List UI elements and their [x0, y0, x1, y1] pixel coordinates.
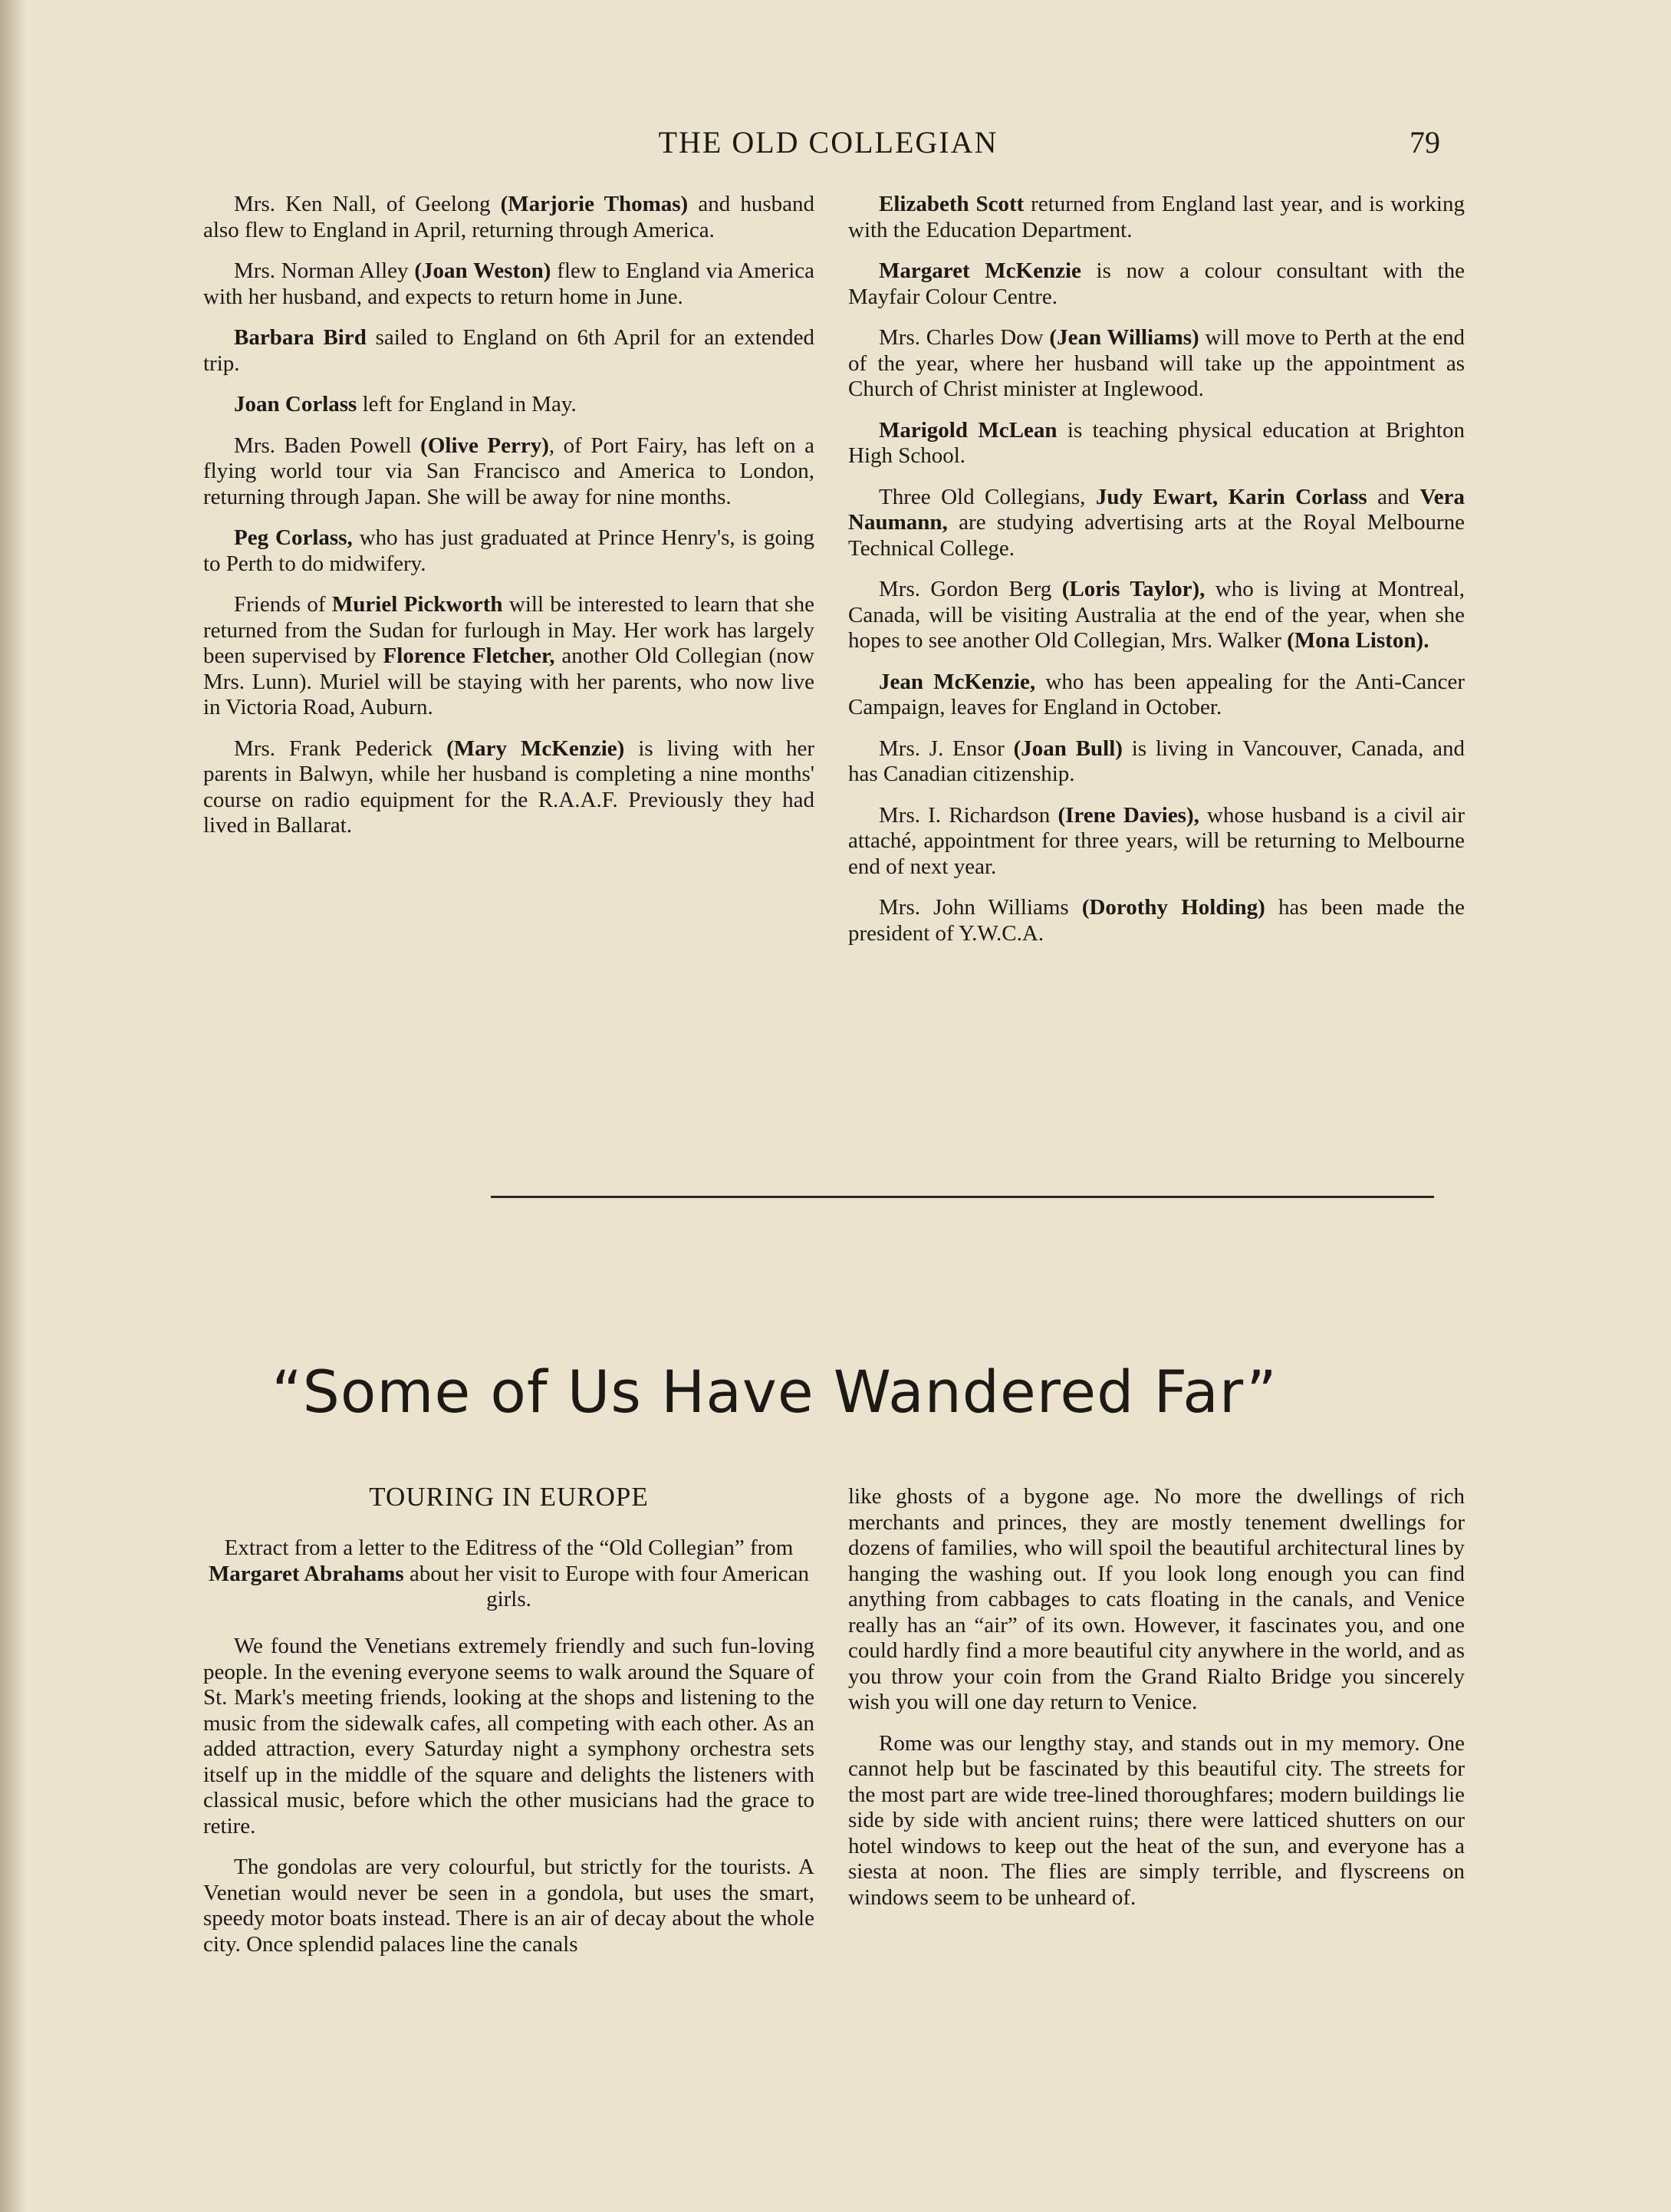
page-number: 79	[1409, 125, 1440, 160]
paragraph	[848, 418, 1465, 469]
name-highlight: Elizabeth Scott	[879, 192, 1025, 216]
text-run: , of Port Fairy, has left on a flying world tour via San Francisco and America to London, returning through Japan. She will be away for nine months.	[203, 433, 814, 509]
paragraph	[203, 736, 814, 839]
text-run: sailed to England on 6th April for an extended trip.	[203, 325, 814, 376]
name-highlight: Jean McKenzie,	[879, 669, 1036, 694]
name-highlight: Barbara Bird	[234, 325, 367, 350]
article-intro	[203, 1536, 814, 1613]
paragraph	[203, 192, 814, 243]
text-run: Mrs. Norman Alley	[234, 258, 415, 283]
paragraph	[203, 258, 814, 310]
paragraph	[848, 192, 1465, 243]
name-highlight: (Mary McKenzie)	[446, 736, 625, 761]
name-highlight: (Loris Taylor),	[1061, 577, 1206, 601]
name-highlight: (Olive Perry)	[420, 433, 549, 458]
name-highlight: (Joan Weston)	[414, 258, 551, 283]
text-run: and	[1367, 484, 1420, 509]
paragraph	[848, 325, 1465, 403]
text-run: Mrs. John Williams	[879, 895, 1082, 920]
text-run: is living with her parents in Balwyn, while her husband is completing a nine months' course on radio equipment for the R.A.A.F. Previously they had lived in Ballarat.	[203, 736, 814, 838]
name-highlight: Florence Fletcher,	[383, 644, 555, 668]
paragraph	[848, 895, 1465, 946]
text-run: Mrs. Ken Nall, of Geelong	[234, 192, 501, 216]
text-run: Mrs. Gordon Berg	[879, 577, 1062, 601]
name-highlight: (Mona Liston).	[1287, 628, 1429, 653]
text-run: We found the Venetians extremely friendly and such fun-loving people. In the evening everyone seems to walk around the Square of St. Mark's meeting friends, looking at the shops and listening to the music from the sidewalk cafes, all competing with each other. As an added attraction, every Saturday night a symphony orchestra sets itself up in the middle of the square and delights the listeners with classical music, before which the other musicians had the grace to retire.	[203, 1634, 814, 1838]
paragraph	[203, 325, 814, 377]
text-run: is living in Vancouver, Canada, and has Canadian citizenship.	[848, 736, 1465, 786]
paragraph	[203, 433, 814, 511]
name-highlight: Judy Ewart, Karin Corlass	[1095, 484, 1367, 509]
name-highlight: (Marjorie Thomas)	[500, 192, 689, 216]
text-run: Mrs. J. Ensor	[879, 736, 1014, 761]
text-run: Three Old Collegians,	[879, 484, 1096, 509]
article-subheading: TOURING IN EUROPE	[369, 1482, 649, 1512]
text-run: has been made the president of Y.W.C.A.	[848, 895, 1465, 946]
article-column-left	[203, 1634, 814, 1973]
name-highlight: (Jean Williams)	[1049, 325, 1199, 350]
text-run: left for England in May.	[357, 392, 577, 416]
name-highlight: Peg Corlass,	[234, 525, 353, 550]
text-run: like ghosts of a bygone age. No more the dwellings of rich merchants and princes, they are mostly tenement dwellings for dozens of families, who will spoil the beautiful architectural lines by hanging the washing out. If you look long enough you can find anything from cabbages to cats floating in the canals, and Venice really has an “air” of its own. However, it fascinates you, and one could hardly find a more beautiful city anywhere in the world, and as you throw your coin from the Grand Rialto Bridge you sincerely wish you will one day return to Venice.	[848, 1484, 1465, 1714]
section-divider	[491, 1196, 1434, 1198]
text-run: Mrs. Frank Pederick	[234, 736, 447, 761]
text-run: about her visit to Europe with four American girls.	[403, 1561, 810, 1611]
name-highlight: Marigold McLean	[879, 417, 1058, 443]
paragraph	[203, 592, 814, 721]
text-run: The gondolas are very colourful, but strictly for the tourists. A Venetian would never be seen in a gondola, but uses the smart, speedy motor boats instead. There is an air of decay about the whole city. Once splendid palaces line the canals	[203, 1855, 814, 1957]
running-title: THE OLD COLLEGIAN	[658, 125, 998, 160]
paragraph	[848, 258, 1465, 310]
text-run: will be interested to learn that she returned from the Sudan for furlough in May. Her work has largely been supervised by	[203, 592, 814, 668]
name-highlight: (Dorothy Holding)	[1081, 895, 1265, 920]
paragraph	[848, 1731, 1465, 1911]
text-run: who has just graduated at Prince Henry's, is going to Perth to do midwifery.	[203, 525, 815, 576]
name-highlight: Muriel Pickworth	[331, 592, 503, 617]
paragraph	[848, 1484, 1465, 1716]
name-highlight: Vera Naumann,	[848, 484, 1465, 535]
text-run: are studying advertising arts at the Royal Melbourne Technical College.	[848, 510, 1465, 561]
text-run: Mrs. I. Richardson	[879, 802, 1058, 828]
name-highlight: Margaret McKenzie	[879, 258, 1081, 283]
paragraph	[848, 670, 1465, 721]
name-highlight: (Irene Davies),	[1058, 802, 1199, 828]
name-highlight: Margaret Abrahams	[208, 1561, 404, 1586]
text-run: and husband also flew to England in April, returning through America.	[203, 192, 815, 242]
paragraph	[203, 392, 814, 418]
text-run: who has been appealing for the Anti-Cancer Campaign, leaves for England in October.	[848, 669, 1465, 719]
article-headline: “Some of Us Have Wandered Far”	[271, 1358, 1278, 1426]
paragraph	[848, 736, 1465, 788]
text-run: Rome was our lengthy stay, and stands out in my memory. One cannot help but be fascinated by this beautiful city. The streets for the most part are wide tree-lined thoroughfares; modern buildings lie side by side with ancient ruins; there were latticed shutters on our hotel windows to keep out the heat of the sun, and everyone has a siesta at noon. The flies are simply terrible, and flyscreens on windows seem to be unheard of.	[848, 1730, 1465, 1910]
text-run: another Old Collegian (now Mrs. Lunn). Muriel will be staying with her parents, who now live in Victoria Road, Auburn.	[203, 644, 814, 719]
news-column-left	[203, 192, 814, 854]
text-run: is teaching physical education at Brighton High School.	[848, 417, 1465, 468]
paragraph	[848, 485, 1465, 562]
text-run: Mrs. Charles Dow	[879, 325, 1050, 350]
text-run: Mrs. Baden Powell	[234, 433, 421, 458]
paragraph	[203, 525, 814, 577]
text-run: is now a colour consultant with the Mayfair Colour Centre.	[848, 258, 1465, 309]
news-column-right	[848, 192, 1465, 962]
page-binding-shadow	[0, 0, 26, 2212]
name-highlight: Joan Corlass	[234, 392, 357, 416]
name-highlight: (Joan Bull)	[1013, 736, 1123, 761]
text-run: Extract from a letter to the Editress of the “Old Collegian” from	[224, 1536, 794, 1560]
text-run: will move to Perth at the end of the year, where her husband will take up the appointment as Church of Christ minister at Inglewood.	[848, 325, 1465, 401]
article-column-right	[848, 1484, 1465, 1926]
text-run: returned from England last year, and is working with the Education Department.	[848, 192, 1465, 242]
text-run: Friends of	[234, 592, 332, 617]
text-run: who is living at Montreal, Canada, will be visiting Australia at the end of the year, when she hopes to see another Old Collegian, Mrs. Walker	[848, 577, 1465, 653]
paragraph	[848, 577, 1465, 654]
text-run: whose husband is a civil air attaché, appointment for three years, will be returning to Melbourne end of next year.	[848, 802, 1465, 879]
paragraph	[203, 1855, 814, 1957]
paragraph	[203, 1634, 814, 1839]
text-run: flew to England via America with her husband, and expects to return home in June.	[203, 258, 815, 309]
paragraph	[848, 803, 1465, 881]
